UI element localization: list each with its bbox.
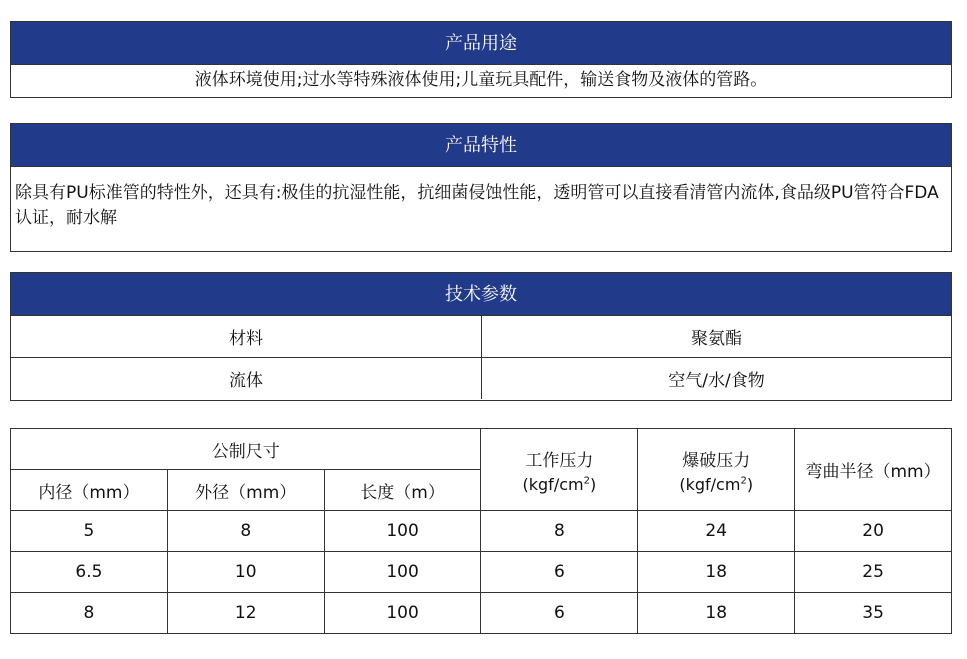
tech-section	[10, 272, 952, 401]
dimensions-section	[10, 428, 952, 634]
table-cell: 8	[167, 511, 324, 552]
usage-section	[10, 21, 952, 98]
table-cell: 6.5	[11, 552, 168, 593]
table-cell: 25	[795, 552, 952, 593]
tech-table	[11, 316, 951, 399]
table-row	[11, 593, 952, 634]
table-row	[11, 358, 951, 400]
table-cell: 100	[324, 552, 481, 593]
table-cell: 24	[638, 511, 795, 552]
dimensions-table	[10, 428, 952, 634]
table-cell: 18	[638, 552, 795, 593]
tech-label-fluid: 流体	[11, 358, 482, 400]
tech-value-material: 聚氨酯	[482, 316, 952, 358]
inner-diameter-header: 内径（mm）	[11, 470, 168, 511]
table-cell: 100	[324, 593, 481, 634]
burst-pressure-label: 爆破压力	[682, 450, 751, 471]
working-pressure-label: 工作压力	[525, 450, 594, 471]
working-pressure-unit: $(kgf/cm^2)$	[522, 474, 597, 494]
usage-text: 液体环境使用;过水等特殊液体使用;儿童玩具配件，输送食物及液体的管路。	[194, 70, 768, 90]
working-pressure-header	[481, 429, 638, 511]
features-text: 除具有PU标准管的特性外，还具有:极佳的抗湿性能，抗细菌侵蚀性能，透明管可以直接看清管内流体,食品级PU管符合FDA认证，耐水解	[15, 183, 939, 228]
table-cell: 5	[11, 511, 168, 552]
burst-pressure-unit: $(kgf/cm^2)$	[679, 474, 754, 494]
features-title: 产品特性	[11, 124, 951, 167]
length-header: 长度（m）	[324, 470, 481, 511]
table-cell: 35	[795, 593, 952, 634]
table-cell: 20	[795, 511, 952, 552]
table-cell: 12	[167, 593, 324, 634]
tech-title: 技术参数	[11, 273, 951, 316]
burst-pressure-header	[638, 429, 795, 511]
table-cell: 6	[481, 593, 638, 634]
features-section	[10, 123, 952, 252]
table-row	[11, 511, 952, 552]
table-row	[11, 316, 951, 358]
table-cell: 6	[481, 552, 638, 593]
table-cell: 100	[324, 511, 481, 552]
outer-diameter-header: 外径（mm）	[167, 470, 324, 511]
table-header-row	[11, 429, 952, 470]
tech-value-fluid: 空气/水/食物	[482, 358, 952, 400]
metric-size-header: 公制尺寸	[11, 429, 481, 470]
table-cell: 18	[638, 593, 795, 634]
table-cell: 10	[167, 552, 324, 593]
bend-radius-header: 弯曲半径（mm）	[795, 429, 952, 511]
table-cell: 8	[481, 511, 638, 552]
usage-title: 产品用途	[11, 22, 951, 65]
table-cell: 8	[11, 593, 168, 634]
tech-label-material: 材料	[11, 316, 482, 358]
table-row	[11, 552, 952, 593]
